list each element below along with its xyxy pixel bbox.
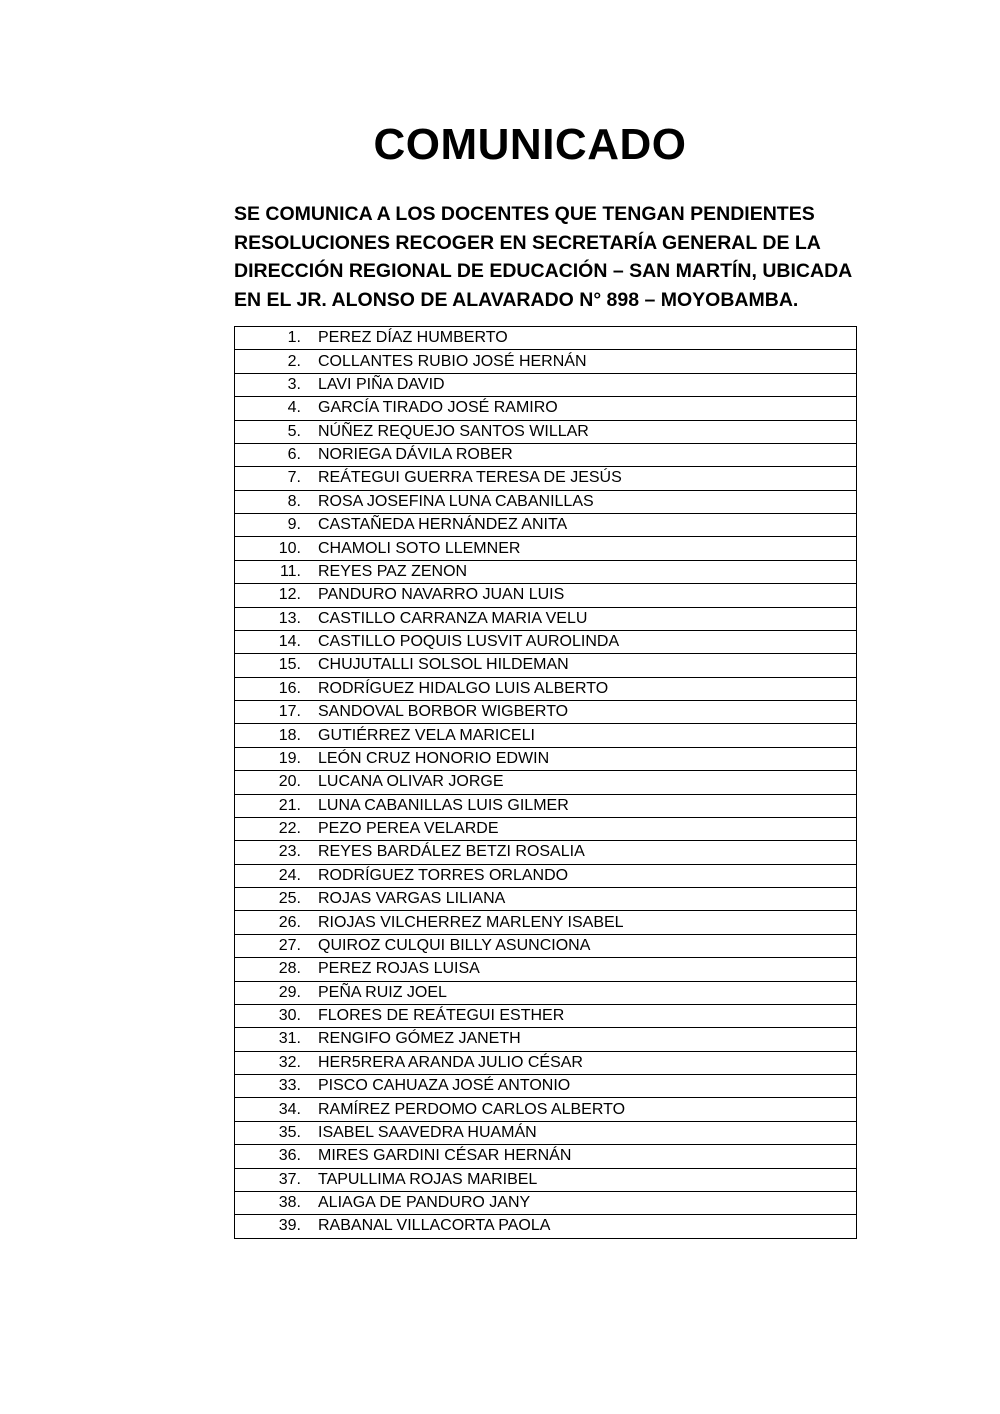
list-number: 12. [278,586,301,604]
table-cell [235,841,857,864]
teacher-name: RIOJAS VILCHERREZ MARLENY ISABEL [318,913,624,931]
table-row [235,981,857,1004]
teacher-name: NÚÑEZ REQUEJO SANTOS WILLAR [318,422,589,440]
list-number: 34. [278,1100,301,1118]
notice-line: EN EL JR. ALONSO DE ALAVARADO N° 898 – MOYOBAMBA. [234,288,799,311]
table-cell [235,654,857,677]
list-number: 26. [278,913,301,931]
list-number: 18. [278,726,301,744]
table-row [235,420,857,443]
teacher-name: MIRES GARDINI CÉSAR HERNÁN [318,1147,572,1165]
table-row [235,537,857,560]
teacher-name: PEREZ DÍAZ HUMBERTO [318,329,508,347]
list-number: 39. [278,1217,301,1235]
teacher-name: PEZO PEREA VELARDE [318,820,499,838]
list-number: 9. [287,516,301,534]
table-cell [235,864,857,887]
teacher-name: RABANAL VILLACORTA PAOLA [318,1217,551,1235]
table-cell [235,1215,857,1238]
table-row [235,560,857,583]
table-row [235,958,857,981]
list-number: 15. [278,656,301,674]
table-cell [235,350,857,373]
table-row [235,1098,857,1121]
table-row [235,841,857,864]
teachers-table [234,326,857,1239]
list-number: 28. [278,960,301,978]
table-row [235,584,857,607]
table-cell [235,467,857,490]
table-row [235,771,857,794]
teacher-name: RODRÍGUEZ HIDALGO LUIS ALBERTO [318,679,609,697]
table-row [235,1145,857,1168]
table-cell [235,1145,857,1168]
list-number: 31. [278,1030,301,1048]
teacher-name: REYES BARDÁLEZ BETZI ROSALIA [318,843,585,861]
list-number: 13. [278,609,301,627]
table-cell [235,1191,857,1214]
table-cell [235,981,857,1004]
list-number: 35. [278,1123,301,1141]
table-cell [235,607,857,630]
teacher-name: PEÑA RUIZ JOEL [318,983,447,1001]
list-number: 36. [278,1147,301,1165]
teacher-name: ISABEL SAAVEDRA HUAMÁN [318,1123,537,1141]
table-cell [235,630,857,653]
table-row [235,514,857,537]
table-row [235,817,857,840]
list-number: 10. [278,539,301,557]
list-number: 14. [278,633,301,651]
table-row [235,1004,857,1027]
table-cell [235,373,857,396]
list-number: 22. [278,820,301,838]
list-number: 25. [278,890,301,908]
table-cell [235,514,857,537]
table-row [235,443,857,466]
table-cell [235,560,857,583]
teacher-name: RENGIFO GÓMEZ JANETH [318,1030,521,1048]
teacher-name: CHAMOLI SOTO LLEMNER [318,539,521,557]
teacher-name: GUTIÉRREZ VELA MARICELI [318,726,535,744]
table-cell [235,911,857,934]
list-number: 29. [278,983,301,1001]
list-number: 32. [278,1053,301,1071]
table-cell [235,958,857,981]
notice-line: SE COMUNICA A LOS DOCENTES QUE TENGAN PENDIENTES [234,203,815,225]
list-number: 17. [278,703,301,721]
list-number: 5. [287,422,301,440]
table-row [235,1191,857,1214]
table-cell [235,490,857,513]
table-row [235,864,857,887]
list-number: 2. [287,352,301,370]
table-row [235,934,857,957]
table-cell [235,1028,857,1051]
table-row [235,630,857,653]
table-row [235,373,857,396]
teacher-name: CASTAÑEDA HERNÁNDEZ ANITA [318,516,568,534]
table-cell [235,1075,857,1098]
list-number: 21. [278,796,301,814]
teacher-name: CHUJUTALLI SOLSOL HILDEMAN [318,656,569,674]
list-number: 38. [278,1194,301,1212]
teacher-name: LUNA CABANILLAS LUIS GILMER [318,796,569,814]
table-cell [235,888,857,911]
table-row [235,1168,857,1191]
table-row [235,1215,857,1238]
table-cell [235,747,857,770]
table-row [235,1028,857,1051]
teacher-name: NORIEGA DÁVILA ROBER [318,446,513,464]
list-number: 8. [287,492,301,510]
teacher-name: LAVI PIÑA DAVID [318,375,445,393]
table-cell [235,1051,857,1074]
table-cell [235,1098,857,1121]
list-number: 16. [278,679,301,697]
table-row [235,1121,857,1144]
list-number: 3. [287,375,301,393]
teacher-name: CASTILLO CARRANZA MARIA VELU [318,609,588,627]
table-row [235,794,857,817]
table-row [235,1051,857,1074]
table-row [235,327,857,350]
list-number: 30. [278,1007,301,1025]
list-number: 4. [287,399,301,417]
notice-paragraph [234,200,874,314]
table-cell [235,771,857,794]
notice-line: RESOLUCIONES RECOGER EN SECRETARÍA GENERAL DE LA [234,231,821,254]
teacher-name: ALIAGA DE PANDURO JANY [318,1194,531,1212]
list-number: 37. [278,1170,301,1188]
table-row [235,888,857,911]
list-number: 11. [279,562,301,580]
teacher-name: CASTILLO POQUIS LUSVIT AUROLINDA [318,633,620,651]
list-number: 27. [278,936,301,954]
teacher-name: PEREZ ROJAS LUISA [318,960,480,978]
table-row [235,724,857,747]
list-number: 6. [287,446,301,464]
table-cell [235,794,857,817]
table-row [235,747,857,770]
table-cell [235,701,857,724]
teacher-name: PISCO CAHUAZA JOSÉ ANTONIO [318,1077,571,1095]
table-row [235,677,857,700]
table-cell [235,420,857,443]
table-cell [235,934,857,957]
teacher-name: LUCANA OLIVAR JORGE [318,773,504,791]
list-number: 23. [278,843,301,861]
table-cell [235,817,857,840]
table-cell [235,1004,857,1027]
teacher-name: PANDURO NAVARRO JUAN LUIS [318,586,565,604]
table-row [235,397,857,420]
teacher-name: REYES PAZ ZENON [318,562,468,580]
page-title: COMUNICADO [373,120,687,169]
table-row [235,911,857,934]
table-row [235,467,857,490]
list-number: 7. [287,469,301,487]
teacher-name: COLLANTES RUBIO JOSÉ HERNÁN [318,352,587,370]
table-cell [235,537,857,560]
teacher-name: REÁTEGUI GUERRA TERESA DE JESÚS [318,469,622,487]
teacher-name: HER5RERA ARANDA JULIO CÉSAR [318,1053,583,1071]
teacher-name: RAMÍREZ PERDOMO CARLOS ALBERTO [318,1100,626,1118]
list-number: 1. [287,329,301,347]
table-cell [235,397,857,420]
table-cell [235,443,857,466]
list-number: 19. [278,749,301,767]
teacher-name: GARCÍA TIRADO JOSÉ RAMIRO [318,399,558,417]
teacher-name: SANDOVAL BORBOR WIGBERTO [318,703,569,721]
table-row [235,1075,857,1098]
table-cell [235,724,857,747]
table-row [235,607,857,630]
table-cell [235,1121,857,1144]
table-row [235,701,857,724]
table-row [235,654,857,677]
teacher-name: RODRÍGUEZ TORRES ORLANDO [318,866,569,884]
table-row [235,490,857,513]
teachers-table-body [235,327,857,1239]
table-cell [235,1168,857,1191]
notice-line: DIRECCIÓN REGIONAL DE EDUCACIÓN – SAN MARTÍN, UBICADA [234,260,853,283]
list-number: 20. [278,773,301,791]
list-number: 33. [278,1077,301,1095]
teacher-name: ROSA JOSEFINA LUNA CABANILLAS [318,492,594,510]
table-cell [235,677,857,700]
table-cell [235,327,857,350]
teacher-name: QUIROZ CULQUI BILLY ASUNCIONA [318,936,591,954]
teacher-name: ROJAS VARGAS LILIANA [318,890,506,908]
table-cell [235,584,857,607]
teacher-name: TAPULLIMA ROJAS MARIBEL [318,1170,538,1188]
teacher-name: FLORES DE REÁTEGUI ESTHER [318,1007,565,1025]
teacher-name: LEÓN CRUZ HONORIO EDWIN [318,749,550,767]
table-row [235,350,857,373]
list-number: 24. [278,866,301,884]
